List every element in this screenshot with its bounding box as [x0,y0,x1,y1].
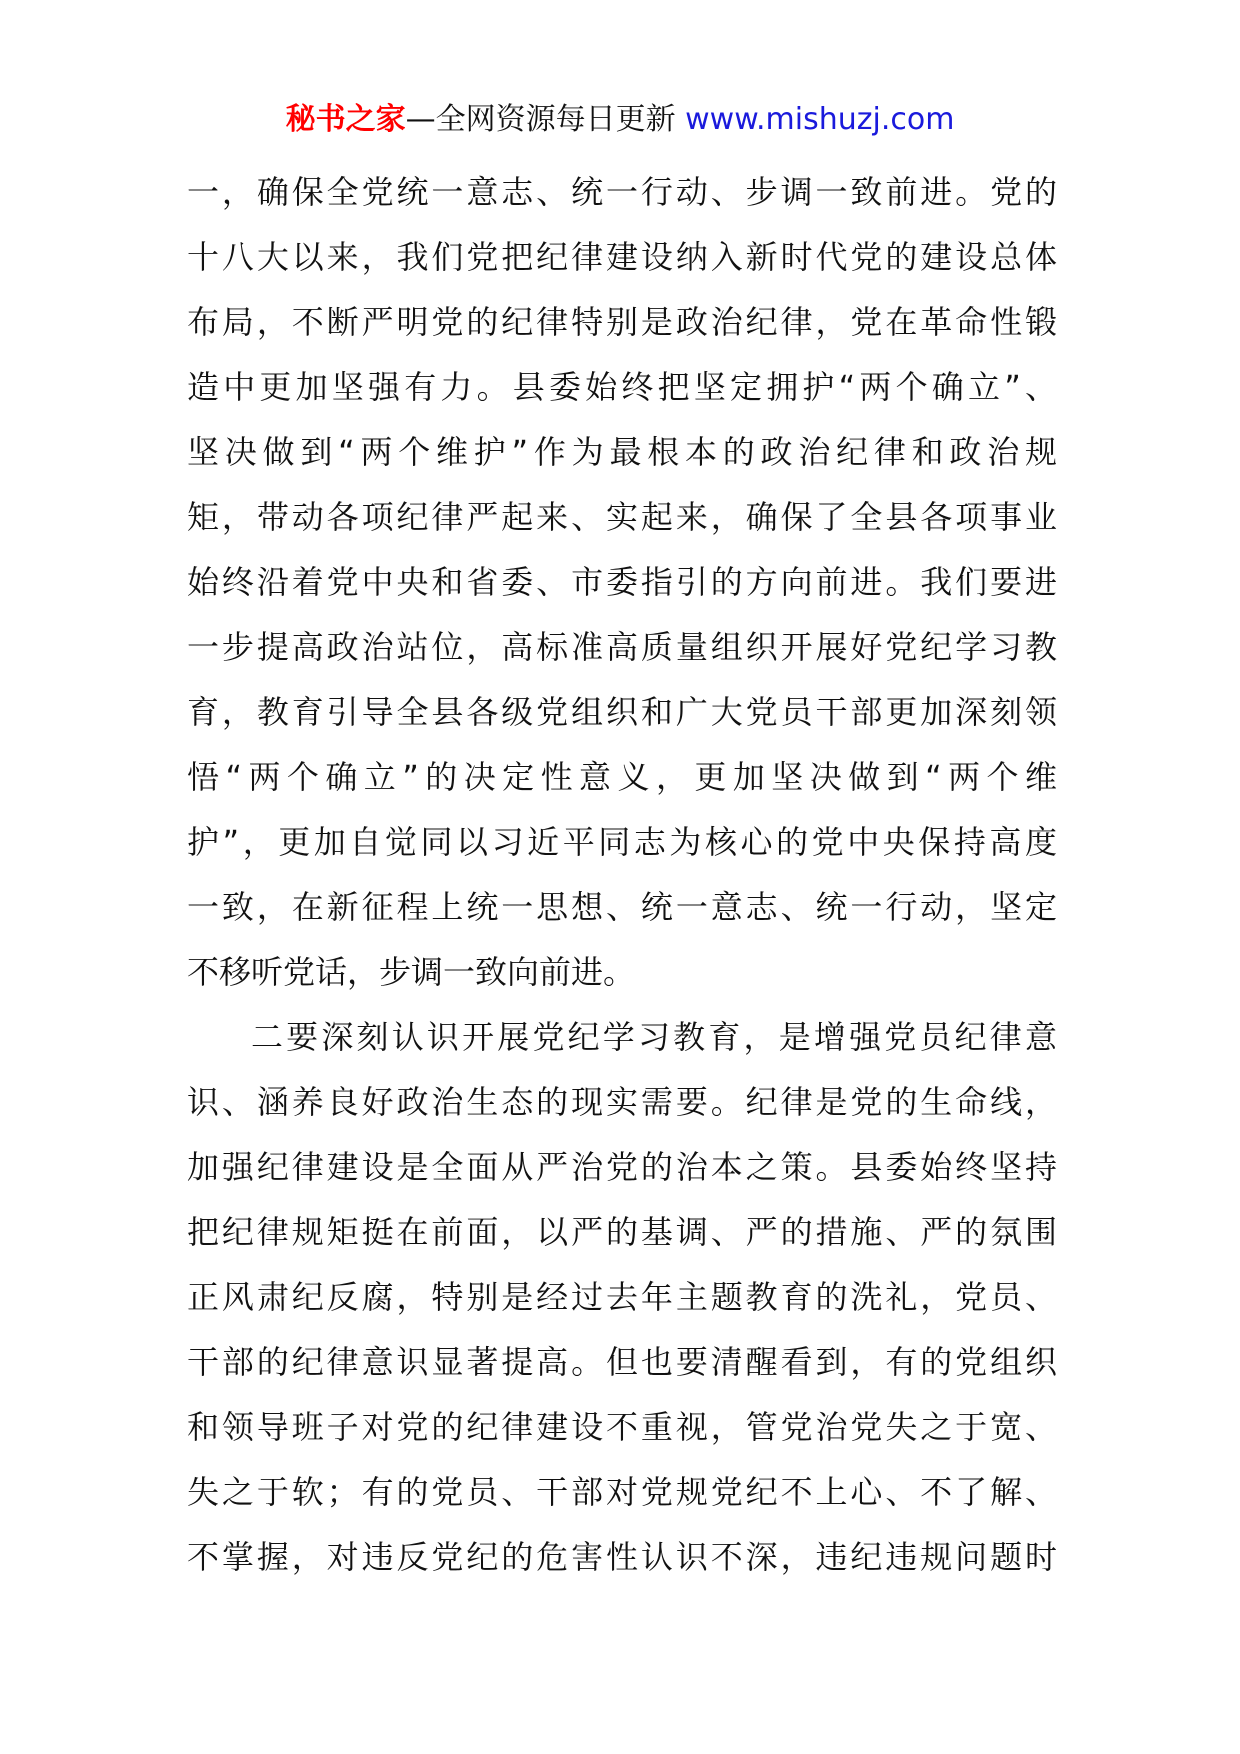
text-line: 不移听党话，步调一致向前进。 [187,953,636,991]
text-line: 悟“两个确立”的决定性意义，更加坚决做到“两个维 [187,758,1057,796]
text-line: 始终沿着党中央和省委、市委指引的方向前进。我们要进 [187,563,1057,601]
text-line: 二要深刻认识开展党纪学习教育，是增强党员纪律意 [251,1018,1057,1056]
text-line: 育，教育引导全县各级党组织和广大党员干部更加深刻领 [187,693,1057,731]
text-line: 坚决做到“两个维护”作为最根本的政治纪律和政治规 [187,433,1057,471]
text-line: 一，确保全党统一意志、统一行动、步调一致前进。党的 [187,173,1057,211]
text-line: 布局，不断严明党的纪律特别是政治纪律，党在革命性锻 [187,303,1057,341]
text-line: 识、涵养良好政治生态的现实需要。纪律是党的生命线， [187,1083,1057,1121]
text-line: 造中更加坚强有力。县委始终把坚定拥护“两个确立”、 [187,368,1057,406]
header-tagline: —全网资源每日更新 [405,102,686,137]
paragraph-1 [187,160,1057,1005]
brand-name: 秘书之家 [285,102,406,137]
text-line: 加强纪律建设是全面从严治党的治本之策。县委始终坚持 [187,1148,1057,1186]
text-line: 十八大以来，我们党把纪律建设纳入新时代党的建设总体 [187,238,1057,276]
text-line: 不掌握，对违反党纪的危害性认识不深，违纪违规问题时 [187,1538,1057,1576]
text-line: 矩，带动各项纪律严起来、实起来，确保了全县各项事业 [187,498,1057,536]
text-line: 把纪律规矩挺在前面，以严的基调、严的措施、严的氛围 [187,1213,1057,1251]
text-line: 和领导班子对党的纪律建设不重视，管党治党失之于宽、 [187,1408,1057,1446]
text-line: 失之于软；有的党员、干部对党规党纪不上心、不了解、 [187,1473,1057,1511]
site-url[interactable]: www.mishuzj.com [685,102,955,137]
text-line: 一致，在新征程上统一思想、统一意志、统一行动，坚定 [187,888,1057,926]
text-line: 一步提高政治站位，高标准高质量组织开展好党纪学习教 [187,628,1057,666]
text-line: 干部的纪律意识显著提高。但也要清醒看到，有的党组织 [187,1343,1057,1381]
paragraph-2 [187,1005,1057,1590]
text-line: 护”，更加自觉同以习近平同志为核心的党中央保持高度 [187,823,1057,861]
document-body [187,160,1057,1590]
page-header [0,100,1240,140]
text-line: 正风肃纪反腐，特别是经过去年主题教育的洗礼，党员、 [187,1278,1057,1316]
